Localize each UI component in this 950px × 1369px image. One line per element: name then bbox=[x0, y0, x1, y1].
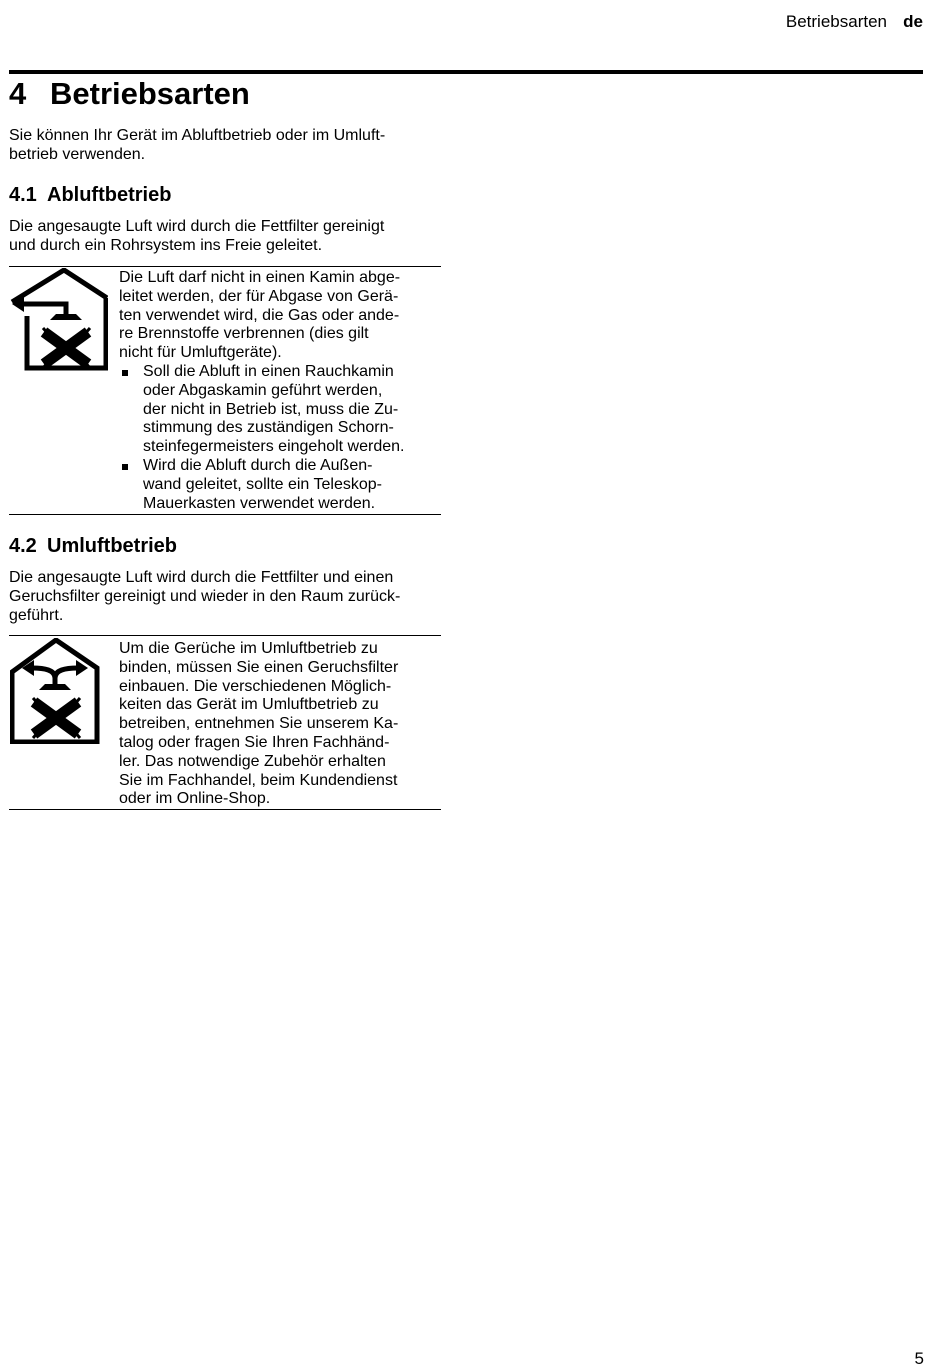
chapter-title: Betriebsarten bbox=[50, 76, 250, 111]
note-line: ler. Das notwendige Zubehör erhalten bbox=[119, 752, 386, 770]
chapter-intro bbox=[9, 126, 445, 164]
note-line: Sie im Fachhandel, beim Kundendienst bbox=[119, 771, 398, 789]
bullet-line: Wird die Abluft durch die Außen- bbox=[143, 456, 373, 474]
bullet-line: oder Abgaskamin geführt werden, bbox=[143, 381, 383, 399]
note-line: binden, müssen Sie einen Geruchsfilter bbox=[119, 658, 399, 676]
text-line: Die angesaugte Luft wird durch die Fettfilter gereinigt bbox=[9, 218, 385, 235]
section-heading-abluft bbox=[9, 184, 171, 207]
chapter-number: 4 bbox=[9, 76, 27, 111]
note-rule-top bbox=[9, 266, 441, 267]
note-line: einbauen. Die verschiedenen Möglich- bbox=[119, 677, 392, 695]
text-line: Die angesaugte Luft wird durch die Fettfilter und einen bbox=[9, 569, 394, 586]
bullet-line: der nicht in Betrieb ist, muss die Zu- bbox=[143, 400, 399, 418]
section-number: 4.1 bbox=[9, 184, 37, 206]
note-rule-bottom bbox=[9, 514, 441, 515]
note-abluft bbox=[119, 269, 441, 513]
text-line: geführt. bbox=[9, 607, 64, 624]
note-line: talog oder fragen Sie Ihren Fachhänd- bbox=[119, 733, 390, 751]
bullet-line: Mauerkasten verwendet werden. bbox=[143, 494, 376, 512]
text-line: betrieb verwenden. bbox=[9, 146, 146, 163]
recirculation-house-icon bbox=[10, 638, 108, 744]
note-umluft bbox=[119, 640, 441, 809]
note-rule-bottom bbox=[9, 809, 441, 810]
bullet-line: steinfegermeisters eingeholt werden. bbox=[143, 438, 405, 456]
note-line: Die Luft darf nicht in einen Kamin abge- bbox=[119, 269, 401, 286]
bullet-line: wand geleitet, sollte ein Teleskop- bbox=[143, 475, 382, 493]
text-line: Sie können Ihr Gerät im Abluftbetrieb oder im Umluft- bbox=[9, 127, 386, 144]
note-line: keiten das Gerät im Umluftbetrieb zu bbox=[119, 696, 379, 714]
note-line: nicht für Umluftgeräte). bbox=[119, 344, 282, 362]
header-rule bbox=[9, 70, 923, 74]
note-line: re Brennstoffe verbrennen (dies gilt bbox=[119, 325, 369, 343]
running-header-language: de bbox=[903, 12, 923, 31]
note-line: leitet werden, der für Abgase von Gerä- bbox=[119, 287, 399, 305]
section-title: Umluftbetrieb bbox=[47, 535, 177, 557]
bullet-item bbox=[119, 363, 441, 457]
note-line: betreiben, entnehmen Sie unserem Ka- bbox=[119, 715, 399, 733]
section-number: 4.2 bbox=[9, 535, 37, 557]
running-header-section: Betriebsarten bbox=[785, 12, 887, 31]
note-line: ten verwendet wird, die Gas oder ande- bbox=[119, 306, 400, 324]
section-umluft-text bbox=[9, 568, 445, 625]
note-rule-top bbox=[9, 635, 441, 636]
note-line: Um die Gerüche im Umluftbetrieb zu bbox=[119, 640, 378, 657]
section-heading-umluft bbox=[9, 535, 177, 558]
bullet-square-icon bbox=[122, 370, 128, 376]
bullet-line: Soll die Abluft in einen Rauchkamin bbox=[143, 362, 394, 380]
note-line: oder im Online-Shop. bbox=[119, 790, 271, 808]
bullet-item bbox=[119, 457, 441, 513]
text-line: Geruchsfilter gereinigt und wieder in den Raum zurück- bbox=[9, 588, 401, 605]
bullet-line: stimmung des zuständigen Schorn- bbox=[143, 419, 394, 437]
page-number: 5 bbox=[914, 1349, 924, 1368]
exhaust-air-house-icon bbox=[10, 268, 108, 374]
section-abluft-text bbox=[9, 217, 445, 255]
bullet-square-icon bbox=[122, 464, 128, 470]
chapter-heading bbox=[9, 76, 250, 112]
section-title: Abluftbetrieb bbox=[47, 184, 172, 206]
text-line: und durch ein Rohrsystem ins Freie geleitet. bbox=[9, 237, 323, 254]
